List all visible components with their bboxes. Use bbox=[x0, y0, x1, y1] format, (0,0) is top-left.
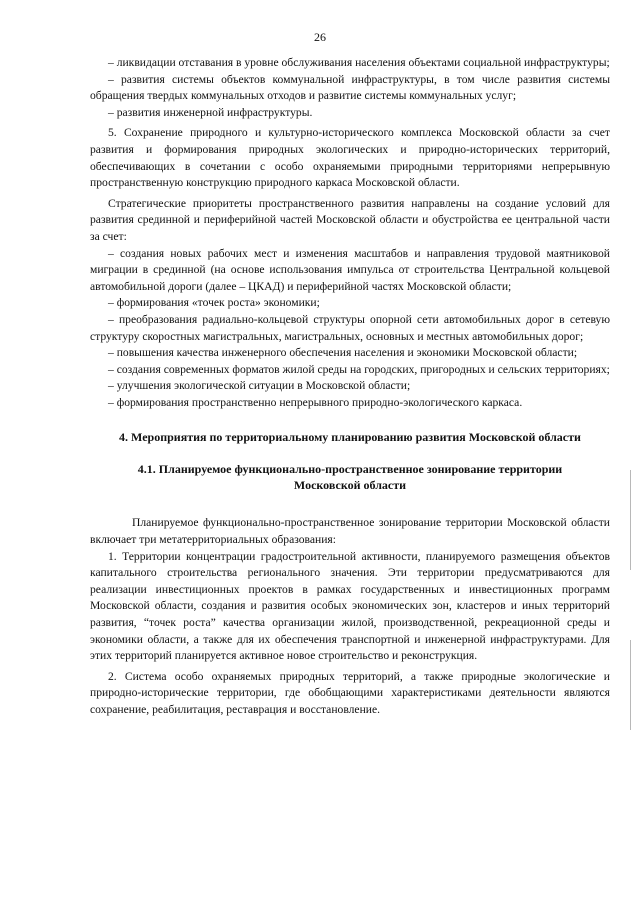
list-item: – формирования пространственно непрерывного природно-экологического каркаса. bbox=[108, 395, 523, 409]
section-heading: 4. Мероприятия по территориальному планированию развития Московской области bbox=[119, 430, 581, 445]
list-item: – улучшения экологической ситуации в Московской области; bbox=[108, 379, 411, 393]
list-item: – развития системы объектов коммунальной инфраструктуры, в том числе развития системы обращения твердых коммунальных отходов и развитие системы коммунальных услуг; bbox=[90, 72, 610, 103]
subsection-heading: 4.1. Планируемое функционально-пространственное зонирование территории Московской области bbox=[137, 462, 563, 493]
scan-edge-line bbox=[630, 470, 631, 570]
list-item: – развития инженерной инфраструктуры. bbox=[108, 105, 313, 119]
list-item: – ликвидации отставания в уровне обслуживания населения объектами социальной инфраструктуры; bbox=[108, 56, 610, 69]
scan-edge-line bbox=[630, 640, 631, 730]
list-item: – создания современных форматов жилой среды на городских, пригородных и сельских территориях; bbox=[108, 362, 610, 376]
document-body bbox=[90, 55, 610, 719]
list-item: – создания новых рабочих мест и изменения масштабов и направления трудовой маятниковой миграции в срединной (на основе использования импульса от строительства Центральной кольцевой автомобильной дороги (далее – ЦКАД) и периферийной частях Московской области; bbox=[90, 246, 610, 293]
paragraph: 5. Сохранение природного и культурно-исторического комплекса Московской области за счет развития и формирования природных экологических и природно-исторических территорий, обеспечивающих в сочетании с особо охраняемыми природными территориями непрерывную пространственную конструкцию природного каркаса Московской области. bbox=[90, 126, 610, 190]
paragraph: 2. Система особо охраняемых природных территорий, а также природные экологические и природно-исторические территории, где обобщающими характеристиками деятельности являются сохранение, реабилитация, реставрация и восстановление. bbox=[90, 669, 610, 716]
list-item: – преобразования радиально-кольцевой структуры опорной сети автомобильных дорог в сетевую структуру скоростных магистральных, магистральных, основных и местных автомобильных дорог; bbox=[90, 312, 610, 343]
list-item: – повышения качества инженерного обеспечения населения и экономики Московской области; bbox=[108, 346, 578, 360]
paragraph: 1. Территории концентрации градостроительной активности, планируемого размещения объектов капитального строительства регионального значения. Эти территории предусматриваются для реализации инвестиционных проектов в рамках государственных и инвестиционных программ Московской области, создания и развития особых экономических зон, кластеров и иных территорий развития, “точек роста” качества организации жилой, производственной, рекреационной среды и экономики области, а также для их обеспечения транспортной и инженерной инфраструктурами. Для этих территорий планируется активное новое строительство и реконструкция. bbox=[90, 549, 610, 663]
page-number: 26 bbox=[314, 30, 326, 44]
paragraph: Стратегические приоритеты пространственного развития направлены на создание условий для развития срединной и периферийной частей Московской области и обустройства ее центральной части за счет: bbox=[90, 196, 610, 243]
list-item: – формирования «точек роста» экономики; bbox=[108, 296, 320, 310]
paragraph: Планируемое функционально-пространственное зонирование территории Московской области включает три метатерриториальных образования: bbox=[90, 516, 610, 547]
